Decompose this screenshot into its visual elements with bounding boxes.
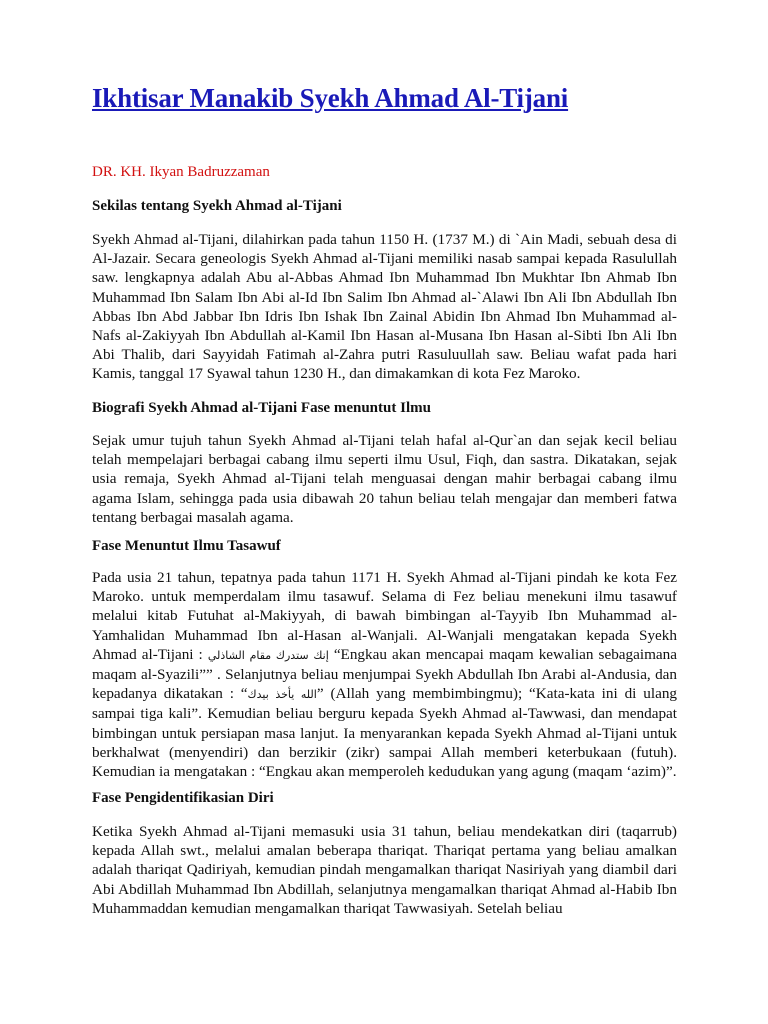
- section-paragraph-tasawuf: [92, 568, 677, 781]
- arabic-quote-1: ﺇﻧﻚ ﺳﺘﺪﺭﻙ ﻣﻘﺎﻡ ﺍﻟﺸﺎﺫﻟﻲ: [207, 648, 329, 662]
- section-heading-pengidentifikasian: Fase Pengidentifikasian Diri: [92, 790, 274, 806]
- section-heading-sekilas: Sekilas tentang Syekh Ahmad al-Tijani: [92, 198, 342, 214]
- section-paragraph-biografi: Sejak umur tujuh tahun Syekh Ahmad al-Tijani telah hafal al-Qur`an dan sejak kecil beliau telah mempelajari berbagai cabang ilmu seperti ilmu Usul, Fiqh, dan sastra. Dikatakan, sejak usia remaja, Syekh Ahmad al-Tijani telah menguasai dengan mahir berbagai cabang ilmu agama Islam, sehingga pada usia dibawah 20 tahun beliau telah mengajar dan memberi fatwa tentang berbagai masalah agama.: [92, 432, 677, 526]
- section-heading-biografi: Biografi Syekh Ahmad al-Tijani Fase menuntut Ilmu: [92, 400, 431, 416]
- section-heading-tasawuf: Fase Menuntut Ilmu Tasawuf: [92, 538, 281, 554]
- section-paragraph-sekilas: Syekh Ahmad al-Tijani, dilahirkan pada tahun 1150 H. (1737 M.) di `Ain Madi, sebuah desa di Al-Jazair. Secara geneologis Syekh Ahmad al-Tijani memiliki nasab sampai kepada Rasulullah saw. lengkapnya adalah Abu al-Abbas Ahmad Ibn Muhammad Ibn Mukhtar Ibn Ahmab Ibn Muhammad Ibn Salam Ibn Abi al-Id Ibn Salim Ibn Ahmad al-`Alawi Ibn Ali Ibn Abdullah Ibn Abbas Ibn Abd Jabbar Ibn Idris Ibn Ishak Ibn Zainal Abidin Ibn Ahmad Ibn Muhammad al-Nafs al-Zakiyyah Ibn Abdullah al-Kamil Ibn Hasan al-Musana Ibn Hasan al-Sibti Ibn Ali Ibn Abi Thalib, dari Sayyidah Fatimah al-Zahra putri Rasuluullah saw. Beliau wafat pada hari Kamis, tanggal 17 Syawal tahun 1230 H., dan dimakamkan di kota Fez Maroko.: [92, 231, 677, 383]
- section-paragraph-pengidentifikasian: Ketika Syekh Ahmad al-Tijani memasuki usia 31 tahun, beliau mendekatkan diri (taqarrub) kepada Allah swt., melalui amalan beberapa thariqat. Thariqat pertama yang beliau amalkan adalah thariqat Qadiriyah, kemudian pindah mengamalkan thariqat Nasiriyah yang diambil dari Abi Abdillah Muhammad Ibn Abdillah, selanjutnya mengamalkan thariqat Ahmad al-Habib Ibn Muhammaddan kemudian mengamalkan thariqat Tawwasiyah. Setelah beliau: [92, 823, 677, 917]
- arabic-quote-2: ﺍﻟﻠﻪ ﻳﺄﺧﺬ ﺑﻴﺪﻙ: [247, 688, 317, 702]
- tasawuf-text-part-3: ” (Allah yang membimbingmu); “Kata-kata ini di ulang sampai tiga kali”. Kemudian beliau berguru kepada Syekh Ahmad al-Tawwasi, dan mendapat bimbingan untuk persiapan masa lanjut. Ia menyarankan kepada Syekh Ahmad al-Tijani untuk berkhalwat (menyendiri) dan berzikir (zikr) sampai Allah memberi keterbukaan (futuh). Kemudian ia mengatakan : “Engkau akan memperoleh kedudukan yang agung (maqam ‘azim)”.: [92, 685, 678, 781]
- tasawuf-text-part-1: Pada usia 21 tahun, tepatnya pada tahun 1171 H. Syekh Ahmad al-Tijani pindah ke kota Fez Maroko. untuk memperdalam ilmu tasawuf. Selama di Fez beliau menekuni ilmu tasawuf melalui kitab Futuhat al-Makiyyah, di bawah bimbingan al-Tayyib Ibn Muhammad al-Yamhalidan Muhammad Ibn al-Hasan al-Wanjali. Al-Wanjali mengatakan kepada Syekh Ahmad al-Tijani :: [92, 569, 677, 663]
- document-title-link[interactable]: Ikhtisar Manakib Syekh Ahmad Al-Tijani: [92, 83, 569, 113]
- author-name: DR. KH. Ikyan Badruzzaman: [92, 164, 270, 180]
- tasawuf-text-part-2: “Engkau akan mencapai maqam kewalian sebagaimana maqam al-Syazili”” . Selanjutnya beliau menjumpai Syekh Abdullah Ibn Arabi al-Andusia, dan kepadanya dikatakan : “: [92, 645, 677, 703]
